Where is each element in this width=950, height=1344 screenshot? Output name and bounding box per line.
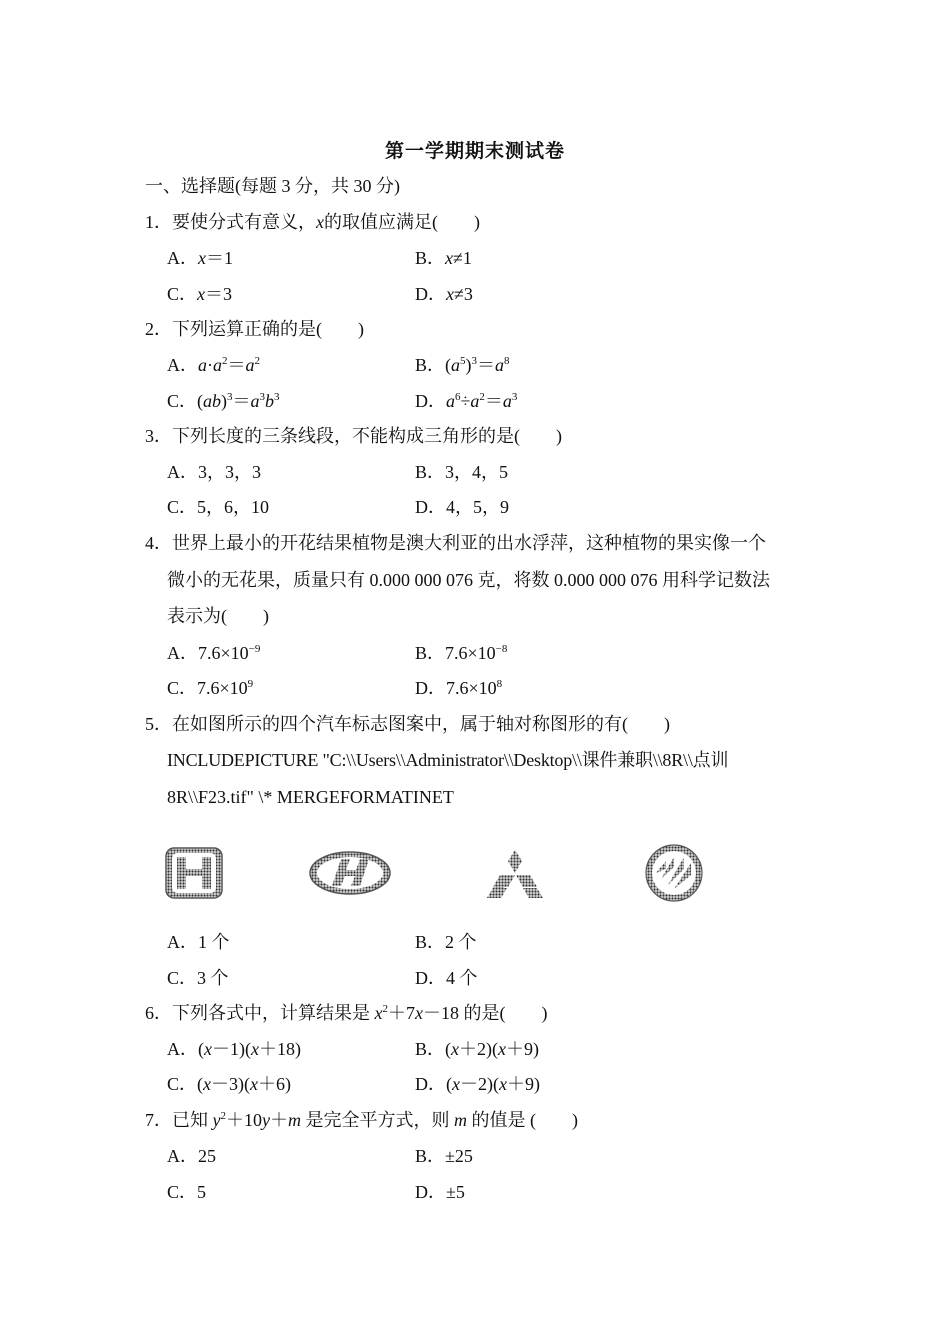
- var: y: [262, 1110, 270, 1130]
- exponent: 5: [460, 355, 466, 367]
- q5-option-b: B．2 个: [415, 932, 477, 952]
- q4-option-a: [167, 641, 260, 665]
- exponent: 2: [220, 1110, 226, 1122]
- q6-text-end: －18 的是( ): [423, 1003, 548, 1023]
- var: x: [445, 248, 454, 268]
- exponent: 3: [274, 391, 280, 403]
- q3-option-a: A．3，3，3: [167, 462, 261, 482]
- exponent: 6: [455, 391, 461, 403]
- var: a: [451, 355, 461, 375]
- op: ＝: [232, 391, 251, 411]
- q7-option-a: A．25: [167, 1146, 216, 1166]
- op: ·: [207, 355, 213, 375]
- var: x: [250, 1074, 259, 1094]
- q3-option-c: C．5，6，10: [167, 497, 270, 517]
- q4-option-b: [415, 641, 507, 665]
- exponent: 2: [479, 391, 485, 403]
- option-text: －1)(: [212, 1039, 251, 1059]
- question-4-line-3: 表示为( ): [167, 606, 269, 626]
- q7-text-end: 的值是 ( ): [467, 1110, 578, 1130]
- q7-option-c: C．5: [167, 1182, 207, 1202]
- option-label: C．: [167, 1074, 198, 1094]
- q7-text: 是完全平方式，则: [301, 1110, 454, 1130]
- q5-option-a: A．1 个: [167, 932, 230, 952]
- var: b: [265, 391, 275, 411]
- q6-option-c: [167, 1072, 291, 1096]
- exponent: 2: [222, 355, 228, 367]
- q6-text: ＋7: [388, 1003, 415, 1023]
- option-label: D．: [415, 391, 446, 411]
- exponent: 8: [504, 355, 510, 367]
- q2-option-b: [415, 353, 510, 377]
- q5-field-code-1: INCLUDEPICTURE "C:\\Users\\Administrator\\Desktop\\课件兼职\\8R\\点训: [167, 750, 729, 770]
- q3-option-d: D．4，5，9: [415, 497, 509, 517]
- option-label: B．: [415, 1039, 446, 1059]
- option-text: A．7.6×10: [167, 643, 249, 663]
- var: x: [203, 1074, 212, 1094]
- var: a: [446, 391, 455, 411]
- var: ab: [203, 391, 222, 411]
- exponent: 3: [511, 391, 518, 403]
- var: x: [451, 1039, 460, 1059]
- paren: ): [465, 355, 472, 375]
- exponent: 3: [227, 391, 233, 403]
- var: x: [374, 1003, 383, 1023]
- question-4-line-1: 4．世界上最小的开花结果植物是澳大利亚的出水浮萍，这种植物的果实像一个: [145, 533, 766, 553]
- option-label: A．: [167, 1039, 198, 1059]
- q2-option-c: [167, 389, 280, 413]
- exponent: 3: [259, 391, 266, 403]
- var: a: [250, 391, 260, 411]
- op: ＝: [477, 355, 496, 375]
- var: a: [198, 355, 207, 375]
- q4-option-c: [167, 676, 253, 700]
- option-text: ＋9): [506, 1039, 540, 1059]
- q2-option-d: [415, 389, 517, 413]
- paren: (: [445, 1039, 452, 1059]
- option-text: ≠1: [453, 248, 472, 268]
- paren: ): [221, 391, 228, 411]
- var: y: [212, 1110, 221, 1130]
- option-text: ＋9): [507, 1074, 540, 1094]
- op: ÷: [460, 391, 471, 411]
- hyundai-logo: [308, 850, 392, 896]
- option-text: D．7.6×10: [415, 678, 497, 698]
- q1-text-end: 的取值应满足( ): [324, 212, 480, 232]
- exponent: 9: [247, 678, 254, 690]
- var: x: [198, 248, 206, 268]
- q4-option-d: [415, 676, 502, 700]
- var: x: [446, 284, 454, 304]
- var: x: [498, 1039, 507, 1059]
- q6-text: 6．下列各式中，计算结果是: [145, 1003, 375, 1023]
- option-text: －3)(: [211, 1074, 251, 1094]
- paren: (: [197, 391, 204, 411]
- exponent: 2: [254, 355, 260, 367]
- option-label: B．: [415, 248, 446, 268]
- q1-option-a: [167, 246, 233, 270]
- option-text: ＋18): [259, 1039, 301, 1059]
- option-label: A．: [167, 248, 198, 268]
- var: x: [204, 1039, 212, 1059]
- option-text: ＝3: [205, 284, 233, 304]
- option-label: D．: [415, 1074, 446, 1094]
- option-label: D．: [415, 284, 446, 304]
- exponent: −8: [495, 643, 508, 655]
- q3-option-b: B．3，4，5: [415, 462, 509, 482]
- section-heading: 一、选择题(每题 3 分，共 30 分): [145, 176, 400, 196]
- option-text: ≠3: [454, 284, 473, 304]
- q2-option-a: [167, 353, 260, 377]
- paren: (: [446, 1074, 452, 1094]
- op: ＝: [484, 391, 503, 411]
- page-title: 第一学期期末测试卷: [384, 141, 565, 162]
- q7-text: 7．已知: [145, 1110, 213, 1130]
- var: m: [454, 1110, 467, 1130]
- q1-text: 1．要使分式有意义，: [145, 212, 316, 232]
- op: ＋: [270, 1110, 288, 1130]
- exponent: 2: [382, 1003, 388, 1015]
- question-6: [145, 1001, 548, 1025]
- mitsubishi-logo: [486, 848, 544, 900]
- exponent: −9: [248, 643, 261, 655]
- q7-option-b: B．±25: [415, 1146, 473, 1166]
- honda-logo: [164, 846, 224, 900]
- var: a: [245, 355, 255, 375]
- option-label: A．: [167, 355, 198, 375]
- q1-option-c: [167, 282, 232, 306]
- var: x: [251, 1039, 259, 1059]
- var: m: [288, 1110, 301, 1130]
- option-label: C．: [167, 391, 198, 411]
- question-7: [145, 1108, 578, 1132]
- op: ＝: [227, 355, 246, 375]
- question-4-line-2: 微小的无花果，质量只有 0.000 000 076 克，将数 0.000 000 076 用科学记数法: [167, 570, 770, 590]
- exponent: 8: [496, 678, 503, 690]
- q1-option-d: [415, 282, 473, 306]
- paren: (: [197, 1074, 204, 1094]
- buick-logo: [644, 843, 704, 903]
- q7-option-d: D．±5: [415, 1182, 465, 1202]
- q5-option-d: D．4 个: [415, 968, 478, 988]
- var: x: [415, 1003, 423, 1023]
- q5-field-code-2: 8R\\F23.tif" \* MERGEFORMATINET: [167, 787, 454, 807]
- q6-option-b: [415, 1037, 539, 1061]
- var: a: [502, 391, 512, 411]
- exponent: 3: [471, 355, 478, 367]
- option-text: C．7.6×10: [167, 678, 248, 698]
- option-text: ＋6): [258, 1074, 292, 1094]
- paren: (: [445, 355, 452, 375]
- option-text: B．7.6×10: [415, 643, 496, 663]
- var: x: [197, 284, 206, 304]
- paren: (: [198, 1039, 204, 1059]
- question-5: 5．在如图所示的四个汽车标志图案中，属于轴对称图形的有( ): [145, 714, 670, 734]
- q1-option-b: [415, 246, 472, 270]
- question-3: 3．下列长度的三条线段，不能构成三角形的是( ): [145, 426, 562, 446]
- option-text: ＋2)(: [459, 1039, 499, 1059]
- option-text: －2)(: [460, 1074, 499, 1094]
- q6-option-a: [167, 1037, 301, 1061]
- var: x: [499, 1074, 507, 1094]
- var: a: [470, 391, 480, 411]
- q6-option-d: [415, 1072, 540, 1096]
- var: a: [495, 355, 505, 375]
- q1-var: x: [316, 212, 324, 232]
- var: x: [452, 1074, 460, 1094]
- option-label: B．: [415, 355, 446, 375]
- question-1: [145, 210, 480, 234]
- option-text: ＝1: [206, 248, 233, 268]
- question-2: 2．下列运算正确的是( ): [145, 319, 364, 339]
- q5-option-c: C．3 个: [167, 968, 229, 988]
- var: a: [213, 355, 222, 375]
- q7-text: ＋10: [226, 1110, 262, 1130]
- option-label: C．: [167, 284, 198, 304]
